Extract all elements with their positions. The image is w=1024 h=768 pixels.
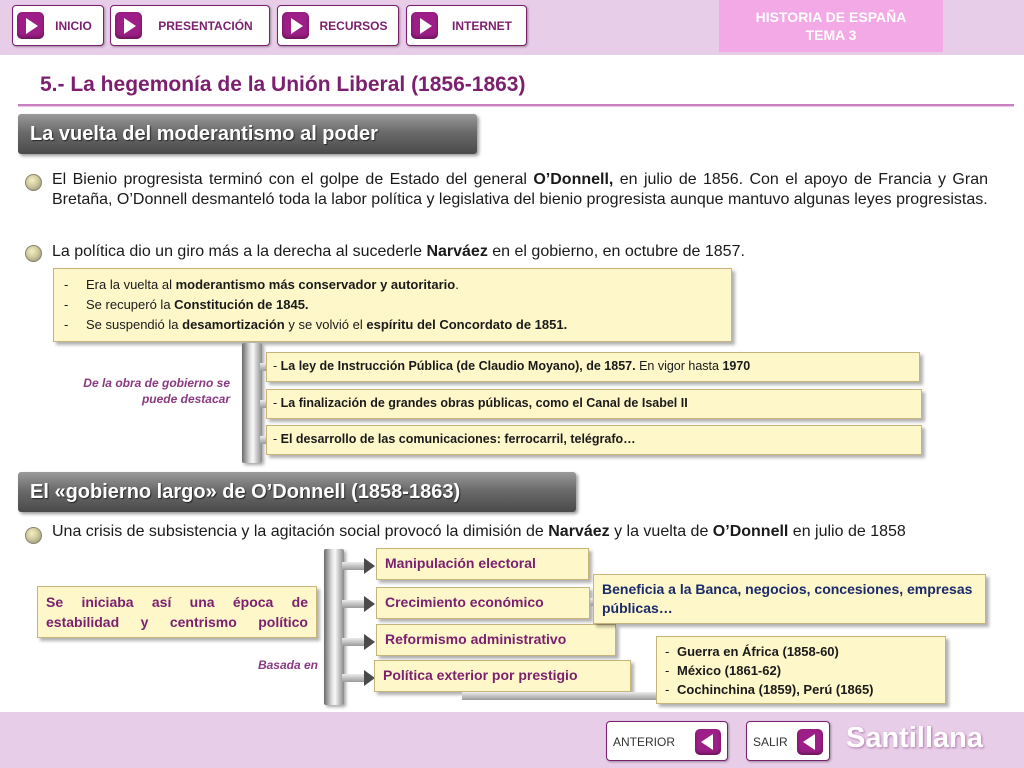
- list-text: Era la vuelta al: [86, 277, 176, 292]
- paragraph-text: en julio de 1856. Con el apoyo de Francia y Gran Bretaña, O’Donnell desmanteló toda la labor política y legislativa del bienio progresista aunque mantuvo algunas leyes progresistas.: [52, 171, 988, 208]
- nav-internet-button[interactable]: [406, 5, 527, 46]
- bracket-bar: [324, 549, 344, 705]
- work-item-ley-moyano: [266, 352, 920, 382]
- paragraph-text: El Bienio progresista terminó con el golpe de Estado del general: [52, 171, 534, 188]
- item-bold: La ley de Instrucción Pública (de Claudio Moyano), de 1857.: [280, 359, 636, 373]
- item-dash: -: [273, 359, 281, 373]
- nav-inicio-label: INICIO: [55, 19, 92, 33]
- list-bold: espíritu del Concordato de 1851.: [366, 317, 568, 332]
- paragraph-bienio: [52, 170, 988, 210]
- bracket-bar: [242, 343, 262, 463]
- paragraph-bold: O’Donnell: [712, 523, 789, 540]
- play-icon: [282, 12, 309, 39]
- bullet-icon: [25, 527, 42, 544]
- moderantismo-list-box: [53, 268, 732, 342]
- nav-presentacion-button[interactable]: [110, 5, 270, 46]
- paragraph-bold: Narváez: [548, 523, 610, 540]
- box-connector: [462, 692, 662, 700]
- pillar-label: Crecimiento económico: [385, 594, 544, 610]
- paragraph-text: y la vuelta de: [609, 523, 713, 540]
- list-item: [64, 275, 731, 295]
- item-bold: 1970: [722, 359, 751, 373]
- wars-list: [657, 637, 945, 699]
- pillar-politica-exterior: [374, 660, 631, 692]
- arrow-right-icon: [364, 634, 375, 650]
- list-text: Se recuperó la: [86, 297, 175, 312]
- list-bold: moderantismo más conservador y autoritario: [175, 277, 456, 292]
- arrow-right-icon: [364, 596, 375, 612]
- war-label: México (1861-62): [677, 663, 782, 678]
- section-heading-gobierno-largo: El «gobierno largo» de O’Donnell (1858-1863): [18, 472, 576, 512]
- side-label-obra: De la obra de gobierno se puede destacar: [83, 376, 230, 406]
- war-label: Cochinchina (1859), Perú (1865): [677, 682, 874, 697]
- course-badge: [719, 0, 943, 52]
- paragraph-bold: O’Donnell,: [533, 171, 614, 188]
- pillar-crecimiento: [376, 587, 590, 619]
- title-divider: [18, 104, 1014, 107]
- moderantismo-list: [54, 269, 731, 335]
- page-title: 5.- La hegemonía de la Unión Liberal (1856-1863): [40, 73, 526, 96]
- paragraph-narvaez: [52, 242, 988, 262]
- anterior-button[interactable]: [606, 721, 728, 761]
- course-unit: TEMA 3: [805, 27, 857, 43]
- list-text: y se volvió el: [284, 317, 367, 332]
- nav-presentacion-label: PRESENTACIÓN: [158, 19, 253, 33]
- list-item: [665, 642, 945, 661]
- item-text: En vigor hasta: [635, 359, 723, 373]
- work-item-canal: [266, 389, 922, 419]
- list-bold: Constitución de 1845.: [174, 297, 309, 312]
- paragraph-bold: Narváez: [426, 243, 488, 260]
- item-bold: El desarrollo de las comunicaciones: ferrocarril, telégrafo…: [280, 432, 636, 446]
- nav-internet-label: INTERNET: [452, 19, 512, 33]
- pillar-reformismo: [376, 624, 616, 656]
- stability-box: [37, 586, 317, 638]
- list-bold: desamortización: [182, 317, 285, 332]
- item-dash: -: [273, 432, 281, 446]
- war-label: Guerra en África (1858-60): [677, 644, 839, 659]
- list-item: [64, 315, 731, 335]
- list-item: [665, 661, 945, 680]
- pillar-label: Política exterior por prestigio: [383, 667, 578, 683]
- list-text: .: [455, 277, 459, 292]
- work-item-text: [267, 426, 921, 452]
- salir-label: SALIR: [753, 735, 788, 749]
- benefit-text: Beneficia a la Banca, negocios, concesiones, empresas públicas…: [602, 581, 973, 616]
- pillar-manipulacion: [376, 548, 589, 580]
- side-label-basada: Basada en: [257, 658, 318, 672]
- arrow-right-icon: [364, 558, 375, 574]
- paragraph-text: en el gobierno, en octubre de 1857.: [487, 243, 745, 260]
- benefit-box: [593, 574, 986, 624]
- publisher-logo: Santillana: [846, 722, 983, 754]
- back-icon: [695, 729, 721, 755]
- anterior-label: ANTERIOR: [613, 735, 676, 749]
- list-text: Se suspendió la: [86, 317, 183, 332]
- wars-box: [656, 636, 946, 704]
- paragraph-crisis: [52, 522, 988, 542]
- stability-text: Se iniciaba así una época de estabilidad y centrismo político: [46, 594, 308, 630]
- nav-recursos-label: RECURSOS: [319, 19, 388, 33]
- back-icon: [797, 729, 823, 755]
- item-dash: -: [273, 396, 281, 410]
- bullet-icon: [25, 245, 42, 262]
- play-icon: [17, 12, 44, 39]
- section-heading-moderantismo: La vuelta del moderantismo al poder: [18, 114, 477, 154]
- work-item-text: [267, 353, 919, 379]
- item-bold: La finalización de grandes obras públicas, como el Canal de Isabel II: [280, 396, 688, 410]
- pillar-label: Reformismo administrativo: [385, 631, 567, 647]
- bullet-icon: [25, 174, 42, 191]
- course-name: HISTORIA DE ESPAÑA: [755, 9, 907, 25]
- list-item: [64, 295, 731, 315]
- work-item-text: [267, 390, 921, 416]
- play-icon: [115, 12, 142, 39]
- nav-recursos-button[interactable]: [277, 5, 399, 46]
- pillar-label: Manipulación electoral: [385, 555, 536, 571]
- paragraph-text: en julio de 1858: [788, 523, 906, 540]
- work-item-comunicaciones: [266, 425, 922, 455]
- paragraph-text: Una crisis de subsistencia y la agitación social provocó la dimisión de: [52, 523, 549, 540]
- paragraph-text: La política dio un giro más a la derecha al sucederle: [52, 243, 427, 260]
- play-icon: [411, 12, 438, 39]
- nav-inicio-button[interactable]: [12, 5, 104, 46]
- salir-button[interactable]: [746, 721, 830, 761]
- list-item: [665, 680, 945, 699]
